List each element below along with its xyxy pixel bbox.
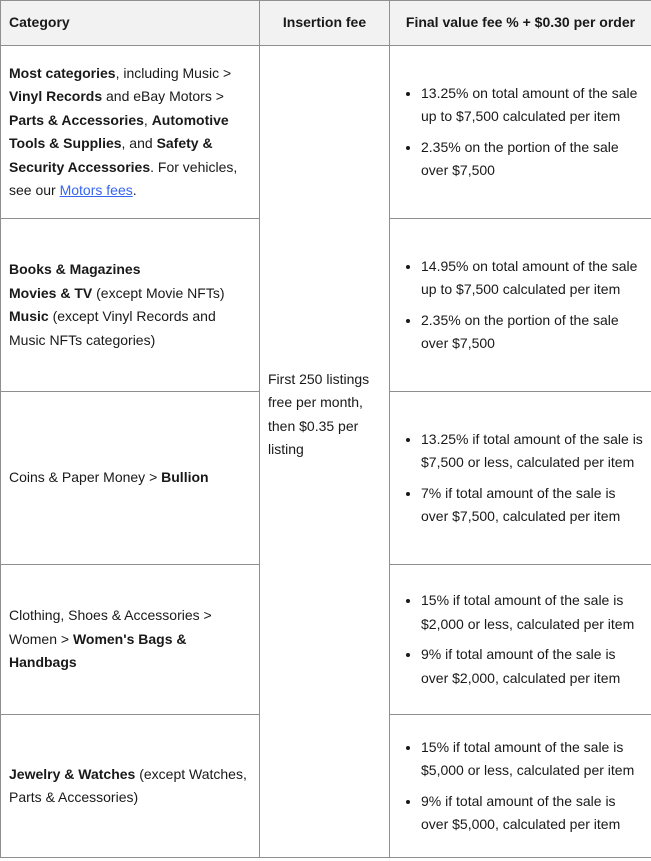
final-value-fee-cell: [390, 46, 651, 219]
category-text-part: ,: [143, 111, 152, 128]
category-suffix: .: [132, 182, 137, 198]
fee-item: • 2.35% on the portion of the sale over $7,500: [421, 309, 643, 356]
header-category: Category: [1, 1, 260, 46]
category-bold-text: Movies & TV: [9, 284, 93, 301]
fee-list: [398, 428, 643, 529]
category-text: [9, 282, 251, 306]
category-bold-text: Women's Bags & Handbags: [9, 630, 187, 671]
category-text-part: Clothing, Shoes & Accessories > Women >: [9, 607, 212, 647]
fee-item: • 2.35% on the portion of the sale over $7,500: [421, 136, 643, 183]
category-text-part: (except Vinyl Records and Music NFTs categories): [9, 308, 216, 348]
category-bold-text: Jewelry & Watches: [9, 765, 136, 782]
fee-item: • 15% if total amount of the sale is $5,000 or less, calculated per item: [421, 736, 643, 783]
fee-item: • 7% if total amount of the sale is over $7,500, calculated per item: [421, 482, 643, 529]
category-bold-text: Safety & Security Accessories: [9, 135, 213, 175]
category-cell: [1, 565, 260, 715]
header-insertion-fee: Insertion fee: [260, 1, 390, 46]
category-text: [9, 65, 237, 199]
fee-item: • 15% if total amount of the sale is $2,000 or less, calculated per item: [421, 589, 643, 636]
category-text-part: Coins & Paper Money >: [9, 469, 162, 486]
category-cell: [1, 392, 260, 565]
category-bold-text: Most categories: [9, 64, 116, 81]
final-value-fee-cell: [390, 565, 651, 715]
category-text: [9, 258, 251, 282]
final-value-fee-cell: [390, 219, 651, 392]
category-text: [9, 766, 247, 806]
category-text-part: and eBay Motors >: [102, 88, 224, 104]
category-bold-text: Vinyl Records: [9, 88, 103, 104]
category-text: [9, 607, 212, 670]
category-bold-text: Bullion: [161, 469, 209, 486]
fee-item: • 9% if total amount of the sale is over $2,000, calculated per item: [421, 643, 643, 690]
fee-list: [398, 255, 643, 356]
insertion-fee-cell: [260, 46, 390, 858]
category-text-part: , and: [121, 135, 157, 151]
category-bold-text: Music: [9, 308, 49, 324]
header-final-value-fee: Final value fee % + $0.30 per order: [390, 1, 651, 46]
category-cell: [1, 219, 260, 392]
final-value-fee-cell: [390, 392, 651, 565]
insertion-fee-text: First 250 listings free per month, then $0.35 per listing: [268, 370, 370, 457]
fee-item: • 14.95% on total amount of the sale up to $7,500 calculated per item: [421, 255, 643, 302]
fee-list: [398, 736, 643, 837]
category-bold-text: Automotive Tools & Supplies: [9, 111, 229, 151]
category-text-part: , including Music >: [115, 64, 232, 81]
category-text: [9, 305, 251, 352]
category-text-part: . For vehicles, see our: [9, 158, 238, 198]
final-value-fee-cell: [390, 715, 651, 858]
motors-fees-link[interactable]: Motors fees: [59, 182, 133, 198]
category-cell: [1, 715, 260, 858]
fee-list: [398, 82, 643, 183]
table-row: [1, 46, 651, 219]
fee-item: • 9% if total amount of the sale is over $5,000, calculated per item: [421, 790, 643, 837]
category-text-part: (except Watches, Parts & Accessories): [9, 765, 247, 805]
category-bold-text: Parts & Accessories: [9, 111, 144, 128]
fee-item: • 13.25% if total amount of the sale is $7,500 or less, calculated per item: [421, 428, 643, 475]
fee-item: • 13.25% on total amount of the sale up to $7,500 calculated per item: [421, 82, 643, 129]
fee-list: [398, 589, 643, 690]
category-bold-text: Books & Magazines: [9, 261, 141, 277]
category-text: [9, 469, 209, 485]
category-cell: [1, 46, 260, 219]
header-row: [1, 1, 651, 46]
category-text-part: (except Movie NFTs): [92, 284, 225, 301]
